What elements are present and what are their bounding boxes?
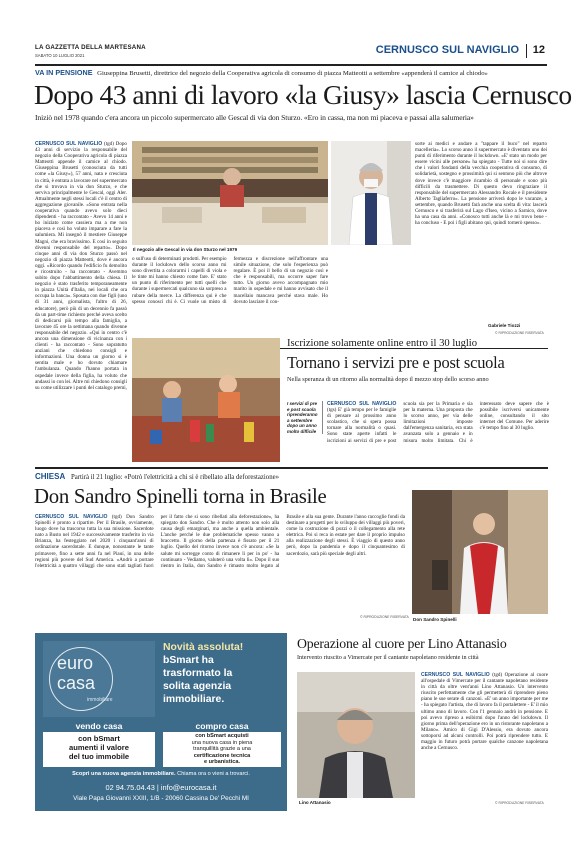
story1-kicker <box>35 69 547 78</box>
story1-byline: CERNUSCO SUL NAVIGLIO <box>35 141 103 147</box>
story1-subhead: Iniziò nel 1978 quando c'era ancora un piccolo supermercato alle Gescal di via don Sturzo. «Ero in cassa, ma non mi piaceva e passai alla salumeria» <box>35 113 474 122</box>
story1-body-b: o sull'uso di determinati prodotti. Per esempio durante il lockdown dello scorso anno mi sono divertita a colorarmi i capelli di viola e le tinte mi hanno chiesto come fare. E' stato un punto di riferimento per tutti quelli che durante i supermercati qualcuno sia sorpreso a rubare della merce. La differenza qui è che spesso conosci chi è. Ci vuole un misto di fermezza e discrezione nell'affrontare una simile situazione, che solo l'esperienza può regalare. È poi il bello di un negozio così e che è responsabili, ma occorre saper fare tutto. Un giorno avevo accompagnato mio marito in ospedale e mi hanno avvisato che il macellaio mancava perché stava male. Ho dovuto lasciare il con- <box>132 256 328 305</box>
issue-date: SABATO 10 LUGLIO 2021 <box>35 53 85 58</box>
story3-kicker-label: CHIESA <box>35 472 66 481</box>
story2-headline-top: Iscrizione solamente online entro il 30 luglio <box>287 338 478 349</box>
story1-body-c: sorte ai medici e andare a "tappare il buco" nel reparto macelleria». Lo scorso anno il supermercato è diventato uno dei punti di riferimento durante il lockdown. «E' stato un modo per essere vicini alle persone» ha spiegato - Tutte noi si sono dire che i valori fondanti della vecchia cooperativa di consumo, di solidarietà, sostegno e prossimità qui si sentono più che altrove dove invece c'è maggiore ricambio di personale e sono più difficili da trasmettere. Di questo devo ringraziare il responsabile del supermercato Alessandro Rocale e il presidente Alberto Tagliaferro». La pensione arriverà dopo le vacanze, a settembre, quando Brusetti farà anche una scelta di vita: lascerà Cernusco e si trasferirà sul Lago d'Iseo, vicino a Sarnico, dove ha una casa da anni. «Conosco tutti anche là e mi trovo bene - ha concluso - E poi i figli abitano qui, quindi tornerò spesso». <box>415 141 547 227</box>
story4-byline: CERNUSCO SUL NAVIGLIO <box>421 672 490 678</box>
story3-headline: Don Sandro Spinelli torna in Brasile <box>34 485 327 508</box>
story1-copyright: © RIPRODUZIONE RISERVATA <box>495 331 544 335</box>
story2-photo-kids <box>132 338 280 462</box>
ad-logo <box>43 641 155 717</box>
story4-photo-caption: Lino Attanasio <box>299 800 331 805</box>
story2-body-columns <box>327 401 549 461</box>
shop-photo-illustration <box>132 141 328 245</box>
story4-body: (tgd) Operazione al cuore all'ospedale di Vimercate per il cantante napoletano residente in città da oltre vent'anni Lino Attanasio. Un intervento riuscito perfettamente che gli permetterà di riprendere pieno piano le sue serate di canzoni. «E' un anno importante per me - ha spiegato l'artista, che di lavoro fa il portalettere - E' il mio ultimo anno di lavoro. Con l'1 gennaio andrò in pensione. E poi avevo ripreso a esibirmi dopo l'anno del lockdown. Il giorno prima dell'operazione ero in un ristorante napoletano a Milano». Amico di Gigi D'Alessio, era dovuto ancora sottoporsi ad alcuni controlli. Poi potrà riprendere tutto. E maggio in futuro potrà portare qualche canzone napoletana anche a Cernusco. <box>421 672 548 752</box>
ad-buy-box[interactable] <box>163 721 281 767</box>
ad-cta-main: Scopri una nuova agenzia immobiliare. <box>72 771 176 777</box>
ad-cta <box>35 771 287 778</box>
story3-body-b: fuori per il fatto che si sono ribellati alla deforestazione», ha spiegato don Sandro. Che è molto attento non solo alla causa degli emarginati, ma anche a quella ambientale. L'anche perché le due problematiche spesso vanno a braccetto. Il giorno della partenza è fissato per il 21 luglio. Quello del ritorno invece non c'è ancora: «Se la salute mi sorregge conto di rimanere lì per in po' - ha continuato - Vediamo, valuterò una volta lì». <box>143 514 280 569</box>
story2-subhead: Nella speranza di un ritorno alla normalità dopo il mezzo stop dello scorso anno <box>287 376 489 383</box>
story4-body-column <box>421 672 548 802</box>
story3-kicker-text: Partirà il 21 luglio: «Potrò l'elettricità a chi si è ribellato alla deforestazione» <box>70 474 280 481</box>
ad-promo-line1: Novità assoluta! <box>163 642 244 653</box>
masthead-rule <box>35 64 547 66</box>
story1-headline: Dopo 43 anni di lavoro «la Giusy» lascia Cernusco <box>34 79 572 110</box>
ad-buy-text1: con bSmart acquisti <box>195 733 249 739</box>
story1-col2-3 <box>132 256 328 346</box>
story1-photo-shop <box>132 141 328 245</box>
story1-body-a: (tgd) Dopo 43 anni di servizio la responsabile del negozio della Cooperativa agricola di piazza Matteotti appende il camice al chiodo. Giuseppina Brusetti (conosciuta da tutti come «la Giusy»), 57 anni, nata e cresciuta in città, è entrata a lavorare nel supermercato che si trovava in via don Sturzo, e che serviva principalmente le Gescal, oggi Aler. Attualmente negli stessi locali c'è il centro di aggregazione giovanile. «Sono entrata nella cooperativa quando avevo solo dieci dipendenti - ha raccontato - Avevo 14 anni e ho iniziato come cassiera ma a me non piaceva e così ho voluto imparare a fare la salumiera. Mi insegnò il mestiere Giuseppe Magni, che era bravissimo. E così in seguito divenni responsabile del reparto». Dopo cinque anni di via don Sturzo passò nel negozio di piazza Matteotti, dove è ancora oggi. «Ricordo quando l'edificio fu demolito e ricostruito - ha raccontato - Avemmo subito dopo l'abbattimento della chiesa. Il negozio è stato trasferito temporaneamente in piazza Unità d'Italia, nei locali che ora occupa la banca». Sposata con due figli (uno di 31 anni, giornalista, l'altro di 26, educatore), però più di un decennio fa passò da un part-time richiesto perché aveva scelto di dedicarsi più tempo alla famiglia, a lavorare 45 ore la settimana quando divenne responsabile del negozio. «Qui in centro c'è ancora una dimensione di vicinanza con i clienti - ha raccontato - Sono sopratutto anziani che chiedono consigli e informazioni. Una donna un giorno si è sentita male e ho dovuto chiamare l'ambulanza. Quando l'hanno portata in ospedale invece della figlia, ha voluto che andassi io con lei. Altre mi chiedono consigli su come utilizzare i punti del catalogo premi, <box>35 141 127 391</box>
story2-bottom-rule <box>35 467 548 469</box>
story2-body: (tgs) E' già tempo per le famiglie di pensare al prossimo anno scolastico, che si spera possa tornare alla normalità o quasi. Sono state aperte infatti le iscrizioni ai servizi di pre e post scuola sia per la Primaria e sia per la materna. Una proposta che lo scorso anno, per via delle limitazioni imposte dall'emergenza sanitaria, era stata avanzata solo a gennaio e in misura molto limitata. Chi è interessato deve sapere che è possibile iscriversi unicamente online, consultando il sito internet del Comune. Per aderire c'è tempo fino al 30 luglio. <box>327 401 549 444</box>
story2-byline: CERNUSCO SUL NAVIGLIO <box>327 401 397 407</box>
story3-photo-priest <box>412 490 548 614</box>
story3-body-a: (tgd) Don Sandro Spinelli è pronto a ripartire. Per il Brasile, ovviamente, luogo dove ha trascorso tutta la sua missione. Sacerdote nato a Busto nel 1942 e successivamente trasferito in via Brianza, ha festeggiato nel 2020 i cinquant'anni di ordinazione sacerdotale. E dunque, nonostante le tante primavere, fino a sette anni fa nel Piauí, in una delle regioni più povere del Sud America. «Andrò a portare l'elettricità a quattro villaggi che sono stati tagliati <box>35 514 154 569</box>
story1-author: Gabriele Tiozzi <box>488 323 521 328</box>
ad-brand-line1: euro <box>57 653 94 673</box>
ad-buy-title: compro casa <box>163 721 281 732</box>
story2-headline: Tornano i servizi pre e post scuola <box>287 353 505 372</box>
ad-promo-line2: bSmart ha <box>163 655 214 666</box>
ad-sell-title: vendo casa <box>43 721 155 732</box>
eurocasa-ad[interactable] <box>35 633 287 811</box>
story3-copyright: © RIPRODUZIONE RISERVATA <box>360 615 409 619</box>
ad-address: Viale Papa Giovanni XXIII, 1/B - 20060 Cassina De' Pecchi MI <box>73 795 249 802</box>
story4-copyright: © RIPRODUZIONE RISERVATA <box>495 801 544 805</box>
ad-promo-line5: immobiliare. <box>163 694 225 705</box>
ad-cta-secondary: Chiama ora o vieni a trovarci. <box>177 771 250 777</box>
ad-sell-text1: con bSmart <box>78 734 120 743</box>
story1-kicker-label: VA IN PENSIONE <box>35 68 93 77</box>
story1-kicker-text: Giuseppina Brusetti, direttrice del negozio della Cooperativa agricola di consumo di piazza Matteotti a settembre «appenderà il camice al chiodo» <box>97 70 488 77</box>
story2-sidebar: I servizi di pre e post scuola riprenderanno a settembre dopo un anno molto difficile <box>287 401 323 434</box>
ad-sell-box[interactable] <box>43 721 155 767</box>
story4-subhead: Intervento riuscito a Vimercate per il cantante napoletano residente in città <box>297 655 479 661</box>
portrait-illustration <box>331 141 411 245</box>
singer-photo-illustration <box>297 672 415 798</box>
ad-email[interactable]: info@eurocasa.it <box>160 783 217 792</box>
ad-sell-text3: del tuo immobile <box>68 752 130 761</box>
story1-photo-caption: Il negozio alle Gescal in via don Sturzo nel 1979 <box>133 247 238 252</box>
ad-promo <box>163 641 281 706</box>
ad-contact-separator: | <box>156 783 161 792</box>
ad-phone[interactable]: 02 94.75.04.43 <box>105 783 155 792</box>
story3-photo-caption: Don Sandro Spinelli <box>413 617 457 622</box>
page-number: 12 <box>532 44 545 56</box>
paper-name: LA GAZZETTA DELLA MARTESANA <box>35 44 146 51</box>
ad-buy-text5: e urbanistica. <box>203 759 241 766</box>
priest-photo-illustration <box>412 490 548 614</box>
story3-kicker <box>35 473 547 482</box>
ad-brand-line2: casa <box>57 673 96 693</box>
story1-col4 <box>415 141 547 321</box>
story1-photo-portrait <box>331 141 411 245</box>
story4-headline: Operazione al cuore per Lino Attanasio <box>297 636 507 651</box>
kids-photo-illustration <box>132 338 280 462</box>
story1-col1 <box>35 141 127 416</box>
ad-sell-text2: aumenti il valore <box>69 743 129 752</box>
ad-promo-line3: trasformato la <box>163 668 233 679</box>
ad-brand-line3: immobiliare <box>87 697 113 703</box>
masthead <box>35 42 547 66</box>
masthead-divider <box>526 44 527 58</box>
story3-body-columns <box>35 514 405 618</box>
ad-buy-text3: tranquillità grazie a una <box>193 746 251 753</box>
ad-buy-text2: una nuova casa in piena <box>191 739 253 746</box>
ad-contacts <box>35 783 287 792</box>
ad-buy-text4: certificazione tecnica <box>193 752 251 759</box>
section-title: CERNUSCO SUL NAVIGLIO <box>375 44 519 56</box>
story3-byline: CERNUSCO SUL NAVIGLIO <box>35 514 108 520</box>
story4-photo-singer <box>297 672 415 798</box>
story3-body-c: Dopo il suo rientro in Italia, don Sandro è rimasto molto legato al Brasile e alla sua gente. Durante l'anno raccoglie fondi da destinare a progetti per lo sviluppo dei villaggi più poveri, come la costruzione di pozzi o il collegamento alla rete elettrica. Poi si reca in estate per dare il proprio impulso alla realizzazione degli stessi. È viaggio di questo anno però, dopo la pandemia e dopo il cinquantesimo di sacerdozio, sarà più speciale degli altri. <box>160 514 405 569</box>
ad-promo-line4: solita agenzia <box>163 681 232 692</box>
